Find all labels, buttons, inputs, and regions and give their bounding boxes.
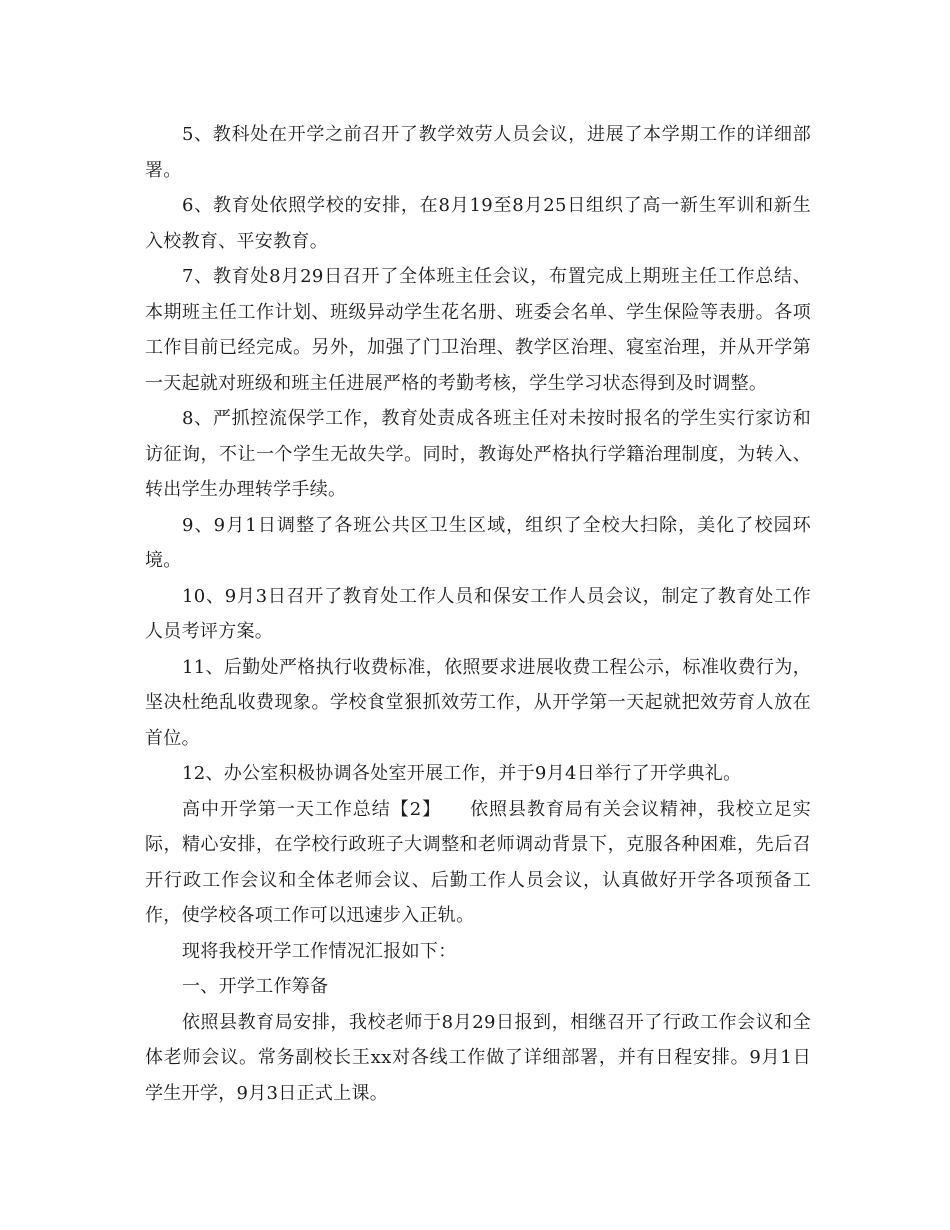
paragraph-item-12: 12、办公室积极协调各处室开展工作，并于9月4日举行了开学典礼。 [182, 763, 742, 784]
paragraph-item-6: 6、教育处依照学校的安排，在8月19至8月25日组织了高一新生军训和新生入校教育、平安教育。 [145, 195, 811, 252]
section-heading-preparation: 一、开学工作筹备 [182, 976, 329, 997]
paragraph-item-5: 5、教科处在开学之前召开了教学效劳人员会议，进展了本学期工作的详细部署。 [145, 124, 811, 181]
paragraph-item-9: 9、9月1日调整了各班公共区卫生区域，组织了全校大扫除，美化了校园环境。 [145, 514, 811, 571]
report-intro: 现将我校开学工作情况汇报如下： [182, 940, 457, 962]
paragraph-item-7: 7、教育处8月29日召开了全体班主任会议，布置完成上期班主任工作总结、本期班主任工作计划、班级异动学生花名册、班委会名单、学生保险等表册。各项工作目前已经完成。另外，加强了门卫治理、教学区治理、寝室治理，并从开学第一天起就对班级和班主任进展严格的考勤考核，学生学习状态得到及时调整。 [145, 266, 811, 394]
preparation-paragraph: 依照县教育局安排，我校老师于8月29日报到，相继召开了行政工作会议和全体老师会议。常务副校长王xx对各线工作做了详细部署，并有日程安排。9月1日学生开学，9月3日正式上课。 [145, 1011, 811, 1104]
paragraph-item-10: 10、9月3日召开了教育处工作人员和保安工作人员会议，制定了教育处工作人员考评方案。 [145, 585, 811, 642]
section-title-summary-2: 高中开学第一天工作总结【2】 依照县教育局有关会议精神，我校立足实际，精心安排，在学校行政班子大调整和老师调动背景下，克服各种困难，先后召开行政工作会议和全体老师会议、后勤工作人员会议，认真做好开学各项预备工作，使学校各项工作可以迅速步入正轨。 [145, 798, 811, 926]
document-body [145, 117, 811, 1111]
paragraph-item-11: 11、后勤处严格执行收费标准，依照要求进展收费工程公示，标准收费行为，坚决杜绝乱收费现象。学校食堂狠抓效劳工作，从开学第一天起就把效劳育人放在首位。 [145, 656, 811, 749]
paragraph-item-8: 8、严抓控流保学工作，教育处责成各班主任对未按时报名的学生实行家访和访征询，不让一个学生无故失学。同时，教诲处严格执行学籍治理制度，为转入、转出学生办理转学手续。 [145, 408, 811, 500]
